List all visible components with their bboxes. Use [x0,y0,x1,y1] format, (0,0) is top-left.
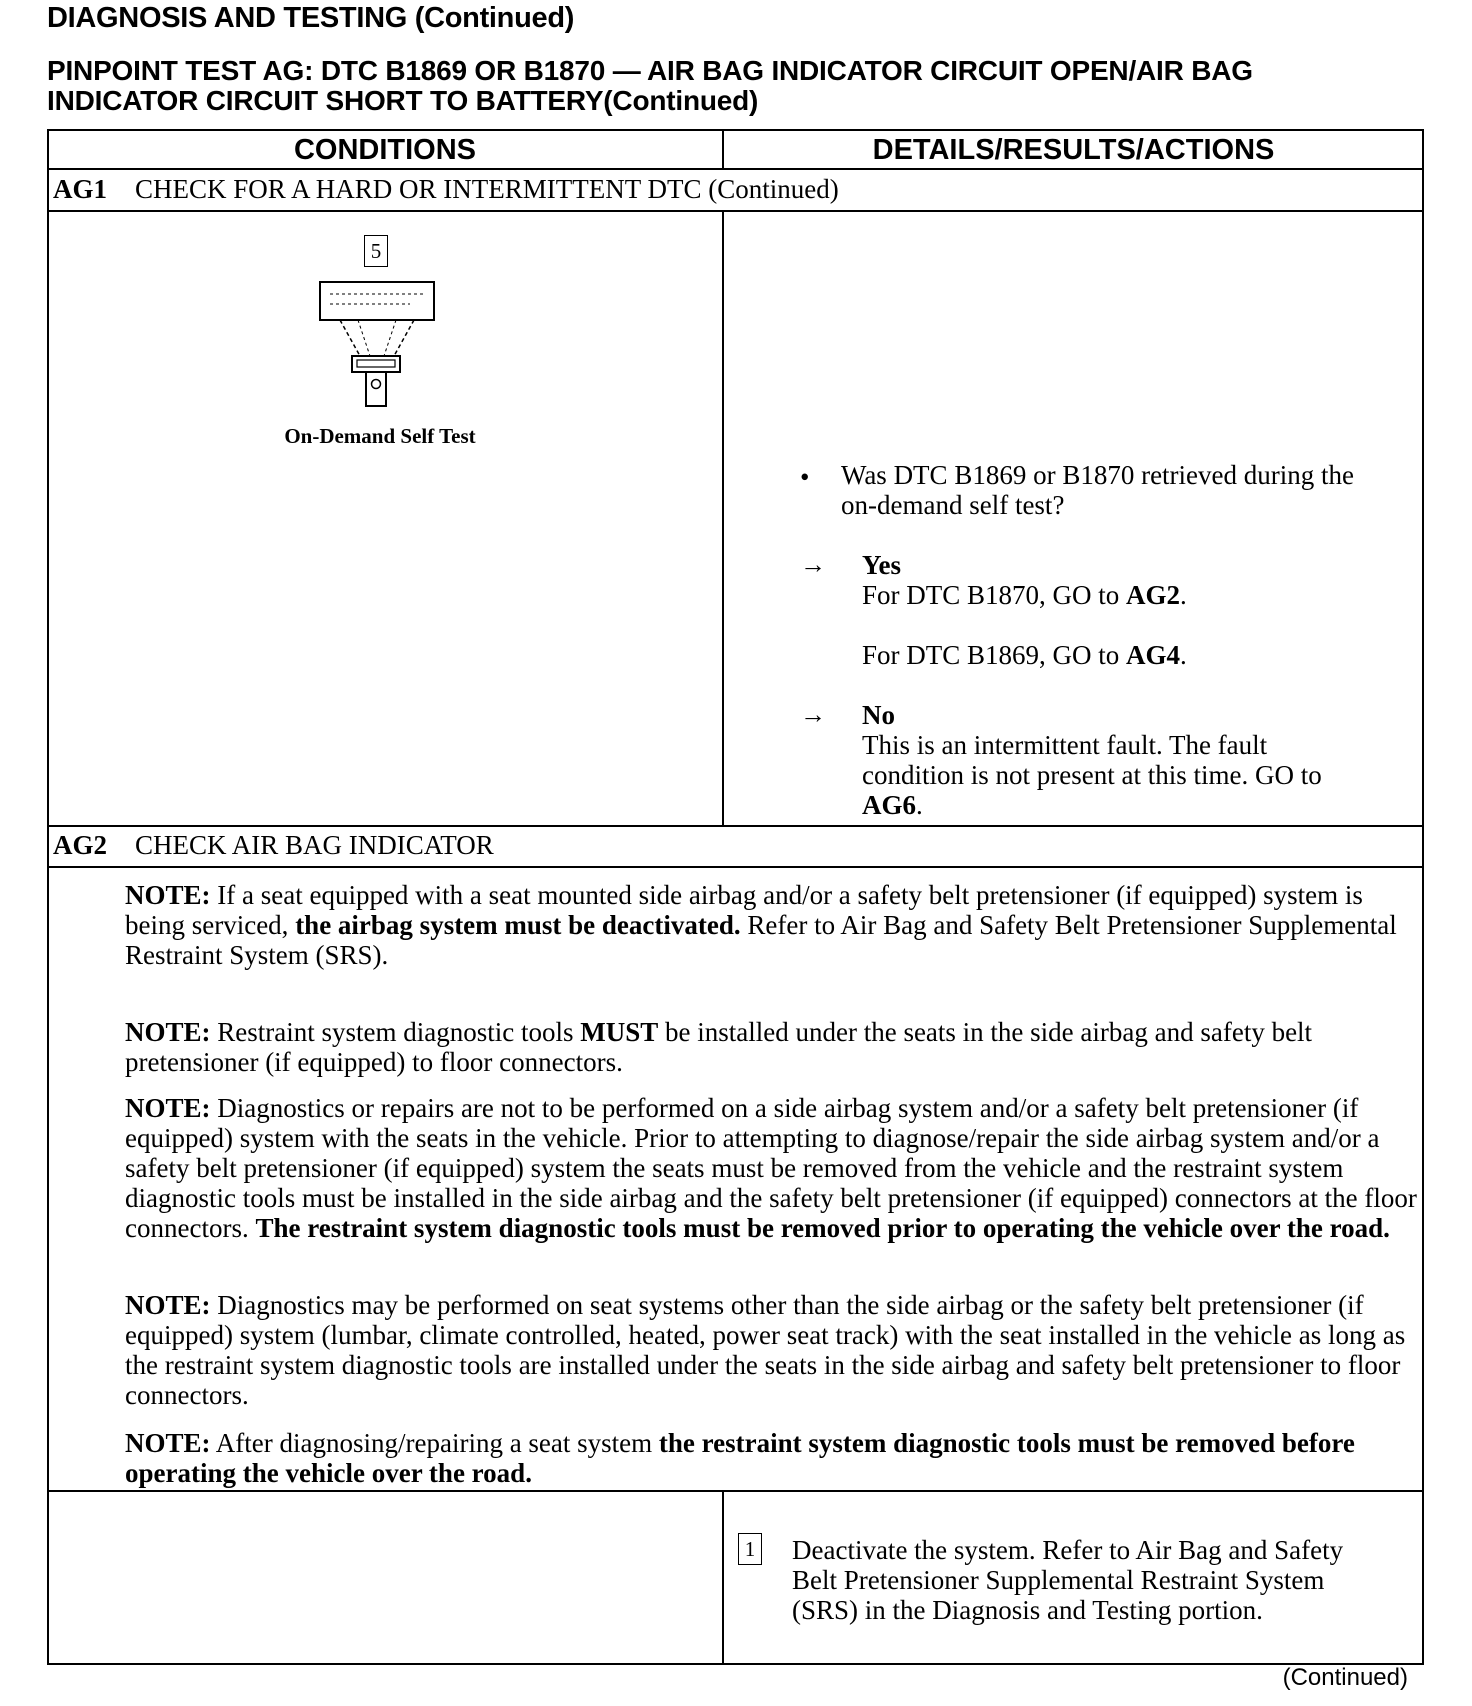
test-title-line-1: PINPOINT TEST AG: DTC B1869 OR B1870 — AIR BAG INDICATOR CIRCUIT OPEN/AIR BAG [47,55,1253,86]
header-bottom-rule [47,168,1424,170]
step-number-box: 1 [738,1533,762,1565]
note-1: NOTE: If a seat equipped with a seat mounted side airbag and/or a safety belt pretensioner (if equipped) system is being serviced, the airbag system must be deactivated. Refer to Air Bag and Safety Belt Pretensioner Supplemental Restraint System (SRS). [125,880,1397,970]
continued-label: (Continued) [1282,1664,1408,1691]
action-text [792,1535,1343,1625]
step-ag1-title: CHECK FOR A HARD OR INTERMITTENT DTC (Continued) [135,174,839,204]
test-title-line-2: INDICATOR CIRCUIT SHORT TO BATTERY(Continued) [47,85,759,116]
no-line-2: condition is not present at this time. GO to [862,760,1322,790]
ag1-column-divider [722,211,724,826]
column-header-conditions: CONDITIONS [293,133,477,166]
no-label: No [862,700,895,730]
note-label: NOTE: [125,1017,211,1047]
question-line-1: Was DTC B1869 or B1870 retrieved during the [841,460,1354,490]
column-header-details: DETAILS/RESULTS/ACTIONS [872,133,1275,166]
ag1-bottom-rule [47,825,1424,827]
answer-no [862,700,1402,820]
ag2-heading-rule [47,866,1424,868]
step-ag2-id: AG2 [53,830,107,860]
note-2: NOTE: Restraint system diagnostic tools MUST be installed under the seats in the side airbag and safety belt pretensioner (if equipped) to floor connectors. [125,1017,1313,1077]
no-ref-line: AG6. [862,790,923,820]
question-bullet: • [800,462,810,492]
action-line-2: Belt Pretensioner Supplemental Restraint System [792,1565,1325,1595]
question-text [841,460,1354,520]
yes-action-1: For DTC B1870, GO to AG2. [862,580,1187,610]
note-4: NOTE: Diagnostics may be performed on seat systems other than the side airbag or the safety belt pretensioner (if equipped) system (lumbar, climate controlled, heated, power seat track) with the seat installed in the vehicle as long as the restraint system diagnostic tools are installed under the seats in the side airbag and safety belt pretensioner to floor connectors. [125,1290,1406,1410]
step-number-box: 5 [364,235,388,267]
arrow-right-icon: → [800,550,826,579]
action-line-1: Deactivate the system. Refer to Air Bag and Safety [792,1535,1344,1565]
notes-bottom-rule [47,1490,1424,1492]
ag1-heading-rule [47,210,1424,212]
pinpoint-test-title [47,56,1427,116]
note-label: NOTE: [125,1428,211,1458]
yes-ref-2[interactable]: AG4 [1126,640,1181,670]
no-line-1: This is an intermittent fault. The fault [862,730,1268,760]
no-ref[interactable]: AG6 [862,790,916,820]
step-ag1-heading [53,174,839,205]
arrow-right-icon: → [800,700,826,729]
note-label: NOTE: [125,880,211,910]
action-line-3: (SRS) in the Diagnosis and Testing portion. [792,1595,1263,1625]
yes-action-2: For DTC B1869, GO to AG4. [862,640,1187,670]
question-line-2: on-demand self test? [841,490,1065,520]
yes-ref-1[interactable]: AG2 [1126,580,1181,610]
ag2-column-divider [722,1491,724,1663]
diagram-caption: On-Demand Self Test [284,424,476,448]
page-title: DIAGNOSIS AND TESTING (Continued) [47,2,575,34]
step-ag1-id: AG1 [53,174,107,204]
step-ag2-title: CHECK AIR BAG INDICATOR [135,830,494,860]
note-3: NOTE: Diagnostics or repairs are not to be performed on a side airbag system and/or a safety belt pretensioner (if equipped) system with the seats in the vehicle. Prior to attempting to diagnose/repair the side airbag system and/or a safety belt pretensioner (if equipped) system the seats must be removed from the vehicle and the restraint system diagnostic tools must be installed in the side airbag and the safety belt pretensioner (if equipped) connectors at the floor connectors. The restraint system diagnostic tools must be removed prior to operating the vehicle over the road. [125,1093,1417,1243]
scan-tool-icon [300,272,440,412]
note-5: NOTE: After diagnosing/repairing a seat system the restraint system diagnostic tools must be removed before operating the vehicle over the road. [125,1428,1355,1488]
answer-yes [862,550,1187,670]
step-ag2-heading [53,830,494,861]
header-divider [722,129,724,169]
note-label: NOTE: [125,1290,211,1320]
yes-label: Yes [862,550,901,580]
note-label: NOTE: [125,1093,211,1123]
